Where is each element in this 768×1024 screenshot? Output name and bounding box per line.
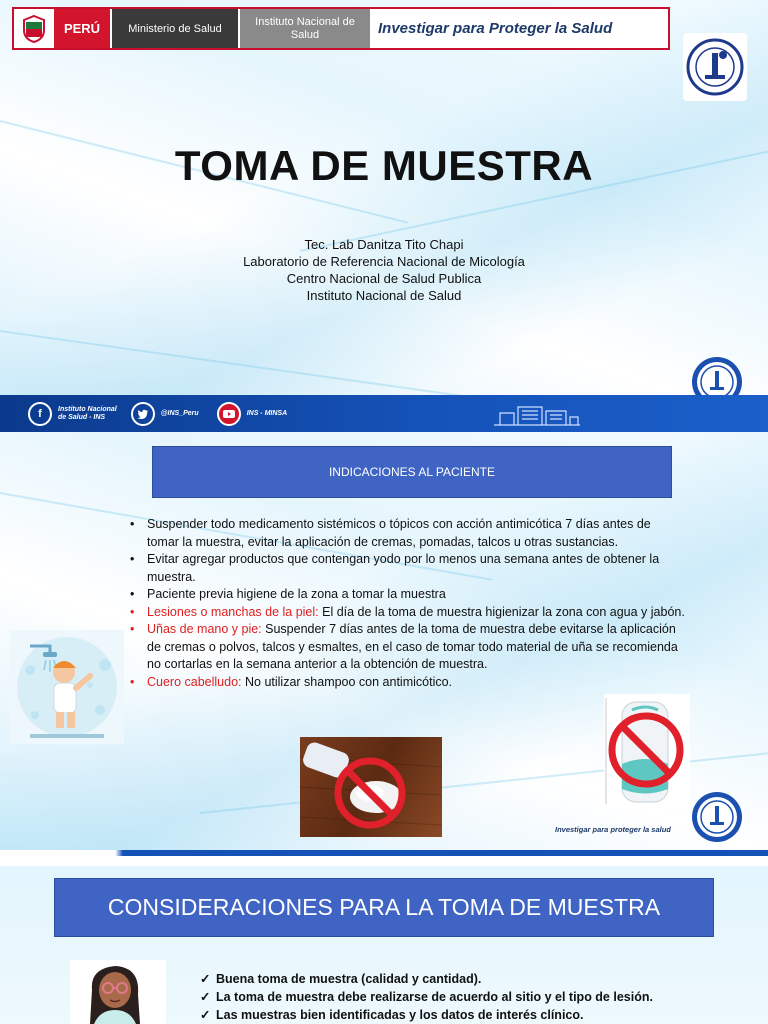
footer-motto: Investigar para proteger la salud [555, 825, 671, 834]
author-center: Centro Nacional de Salud Publica [286, 271, 482, 286]
facebook-icon: f [28, 402, 52, 426]
deodorant-photo [604, 694, 690, 808]
item-text: Evitar agregar productos que contengan yodo por lo menos una semana antes de obtener la muestra. [147, 552, 660, 584]
facebook-line2: de Salud - INS [58, 413, 106, 421]
shower-icon [10, 630, 124, 744]
facebook-line1: Instituto Nacional [58, 405, 117, 413]
section-header: CONSIDERACIONES PARA LA TOMA DE MUESTRA [54, 878, 714, 937]
ins-round-logo-icon [692, 792, 742, 842]
item-text: Suspender 7 días antes de la toma de muestra debe evitarse la aplicación de cremas o polvos, talcos y esmaltes, en el caso de tomar todo material de uña se recomienda no cortarlas en la semana anterior a la obtención de muestra. [147, 622, 678, 671]
item-lead: Uñas de mano y pie: [147, 622, 262, 636]
talc-prohibited-icon [300, 737, 442, 837]
item-lead: Lesiones o manchas de la piel: [147, 604, 319, 619]
social-footer [0, 395, 768, 432]
youtube-link[interactable] [217, 402, 287, 426]
author-institute: Instituto Nacional de Salud [306, 288, 462, 303]
shower-illustration [10, 630, 124, 744]
youtube-channel: INS - MINSA [246, 409, 288, 417]
facebook-link[interactable] [28, 402, 117, 426]
twitter-link[interactable] [131, 402, 199, 426]
list-item [130, 621, 685, 674]
slide-title: TOMA DE MUESTRA [174, 142, 594, 189]
motto-text: Investigar para Proteger la Salud [378, 20, 613, 37]
list-item [130, 604, 685, 622]
instructions-slide [0, 432, 768, 856]
deodorant-prohibited-icon [604, 694, 690, 808]
twitter-handle: @INS_Peru [160, 409, 199, 417]
list-item [130, 674, 685, 692]
peru-label: PERÚ [54, 9, 110, 48]
author-lab: Laboratorio de Referencia Nacional de Micología [243, 254, 525, 269]
item-lead: Cuero cabelludo: [147, 674, 242, 689]
youtube-icon [217, 402, 241, 426]
ministry-label: Ministerio de Salud [112, 9, 238, 48]
ins-logo [683, 33, 747, 101]
item-text: Paciente previa higiene de la zona a tomar la muestra [147, 587, 446, 601]
slide-bottom-band [0, 850, 768, 856]
list-item: ✓ Las muestras bien identificadas y los datos de interés clínico. [200, 1006, 720, 1024]
considerations-slide [0, 866, 768, 1024]
peru-crest-icon [14, 9, 54, 48]
item-text: Suspender todo medicamento sistémicos o tópicos con acción antimicótica 7 días antes de tomar la muestra, evitar la aplicación de cremas, pomadas, talcos u otras sustancias. [147, 517, 651, 549]
list-item [130, 516, 685, 551]
institution-banner [12, 7, 670, 50]
list-item: ✓ Buena toma de muestra (calidad y cantidad). [200, 970, 720, 988]
doctor-illustration [70, 960, 166, 1024]
talc-photo [300, 737, 442, 837]
considerations-list [200, 970, 720, 1024]
item-text: No utilizar shampoo con antimicótico. [241, 674, 453, 689]
doctor-icon [70, 960, 166, 1024]
list-item: ✓ La toma de muestra debe realizarse de acuerdo al sitio y el tipo de lesión. [200, 988, 720, 1006]
building-icon [492, 399, 582, 432]
instructions-list [130, 516, 685, 691]
author-block [0, 236, 768, 304]
section-header: INDICACIONES AL PACIENTE [152, 446, 672, 498]
list-item [130, 586, 685, 604]
list-item [130, 551, 685, 586]
ins-seal-icon [683, 33, 747, 101]
twitter-icon [131, 402, 155, 426]
author-name: Tec. Lab Danitza Tito Chapi [304, 237, 464, 252]
item-text: El día de la toma de muestra higienizar la zona con agua y jabón. [318, 604, 685, 619]
institute-label: Instituto Nacional de Salud [240, 9, 370, 48]
title-slide [0, 0, 768, 432]
